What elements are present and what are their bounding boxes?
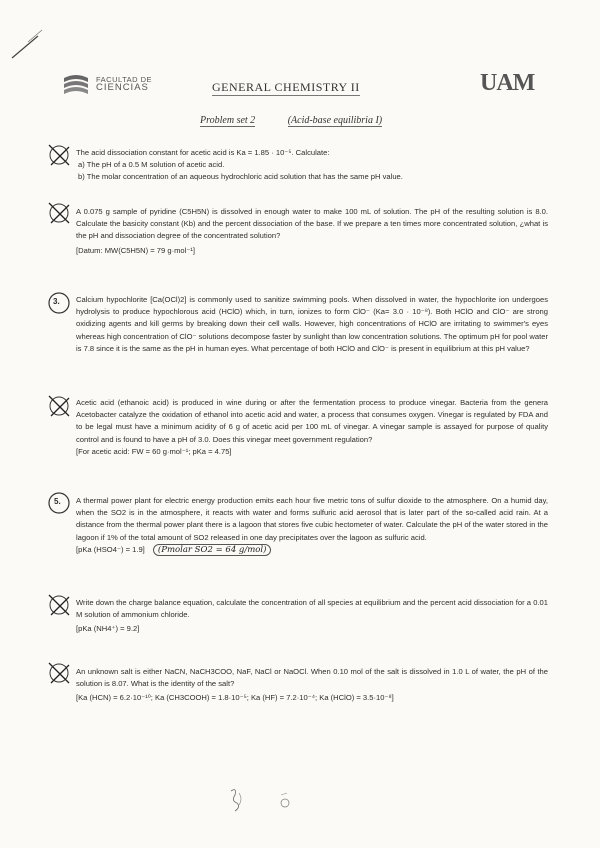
problem-4 (76, 397, 548, 458)
uam-logo: UAM (480, 70, 535, 96)
pen-stroke-mark (8, 22, 48, 62)
problem-5-datum (76, 544, 548, 556)
crossed-circle-mark (46, 142, 72, 168)
problem-7-text: An unknown salt is either NaCN, NaCH3COO, NaF, NaCl or NaOCl. When 0.10 mol of the salt is dissolved in 1.0 L of water, the pH of the solution is 8.07. What is the identity of the salt? (76, 667, 548, 689)
problem-2 (76, 206, 548, 257)
crossed-circle-mark (46, 660, 72, 686)
problem-1-part-a: a) The pH of a 0.5 M solution of acetic acid. (78, 160, 225, 170)
problem-5-number: 5. (54, 497, 61, 506)
problem-5-text: A thermal power plant for electric energy production emits each hour five metric tons of sulfur dioxide to the atmosphere. On a humid day, when the SO2 is in the atmosphere, it reacts with water and forms sulfuric acid aerosol that is later part of the so-called acid rain. At a distance from the thermal power plant there is a lagoon that stores five cubic hectometer of water. Calculate the pH of the water stored in the lagoon if 1% of the total amount of SO2 released in one day precipitates over the lagoon as sulfuric acid. (76, 496, 548, 542)
problem-4-datum: [For acetic acid: FW = 60 g·mol⁻¹; pKa = 4.75] (76, 446, 232, 456)
subtitle (200, 115, 382, 126)
logo-line-2: CIENCIAS (96, 82, 149, 93)
problem-3-number: 3. (53, 297, 60, 306)
problem-1 (76, 147, 548, 184)
faculty-logo-icon (62, 74, 90, 96)
problem-6-text: Write down the charge balance equation, calculate the concentration of all species at equilibrium and the percent acid dissociation for a 0.01 M solution of ammonium chloride. (76, 598, 548, 620)
problem-4-text: Acetic acid (ethanoic acid) is produced in wine during or after the fermentation process to produce vinegar. Bacteria from the genera Acetobacter catalyze the oxidation of ethanol into acetic acid and water, a process that consumes oxygen. Vinegar is regulated by FDA and to be legal must have a minimum acidity of 6 g of acetic acid per 100 mL of vinegar. A vinegar sample is assayed for purpose of quality control and is found to have a pH of 3.0. Does this vinegar meet government regulation? (76, 398, 548, 444)
problem-3-text: Calcium hypochlorite [Ca(OCl)2] is commonly used to sanitize swimming pools. When dissolved in water, the hypochlorite ion undergoes hydrolysis to produce hypochlorous acid (HClO) which, in turn, ionizes to form ClO⁻ (Ka= 3.0 · 10⁻⁸). Both HClO and ClO⁻ are strong oxidizing agents and kill germs by breaking down their cell walls. However, high concentrations of HClO are irritating to swimmer's eyes whereas high concentration of ClO⁻ solutions decompose faster by sunlight than low concentration solutions. The optimum pH for pool water is 7.8 since it is the same as the pH in human eyes. What percentage of both HClO and ClO⁻ is present in equilibrium at this pH value? (76, 295, 548, 353)
handwritten-note: (Pmolar SO2 = 64 g/mol) (153, 544, 272, 556)
problem-5-pka: [pKa (HSO4⁻) = 1.9] (76, 544, 145, 554)
crossed-circle-mark (46, 592, 72, 618)
faculty-logo (62, 72, 172, 102)
problem-1-text: The acid dissociation constant for acetic acid is Ka = 1.85 · 10⁻⁵. Calculate: (76, 148, 330, 157)
problem-set-label: Problem set 2 (200, 115, 256, 126)
problem-7 (76, 666, 548, 705)
topic-label: (Acid-base equilibria I) (287, 115, 383, 126)
problem-2-text: A 0.075 g sample of pyridine (C5H5N) is dissolved in enough water to make 100 mL of solution. The pH of the resulting solution is 8.0. Calculate the basicity constant (Kb) and the percent dissociation of the base. If we prepare a ten times more concentrated solution, ¿what is the pH and dissociation degree of the concentrated solution? (76, 207, 548, 241)
handwritten-scribble (225, 785, 295, 815)
crossed-circle-mark (46, 393, 72, 419)
problem-6-datum: [pKa (NH4⁺) = 9.2] (76, 624, 140, 634)
problem-2-datum: [Datum: MW(C5H5N) = 79 g·mol⁻¹] (76, 245, 195, 255)
problem-1-part-b: b) The molar concentration of an aqueous hydrochloric acid solution that has the same pH value. (78, 172, 403, 182)
crossed-circle-mark (46, 200, 72, 226)
problem-6 (76, 597, 548, 636)
problem-3 (76, 294, 548, 355)
logo-line-1: FACULTAD DE (96, 75, 153, 84)
problem-5 (76, 495, 548, 556)
page-title: GENERAL CHEMISTRY II (212, 80, 360, 94)
problem-7-datum: [Ka (HCN) = 6.2·10⁻¹⁰; Ka (CH3COOH) = 1.8·10⁻⁵; Ka (HF) = 7.2·10⁻⁴; Ka (HClO) = 3.5·10⁻⁸] (76, 693, 394, 703)
